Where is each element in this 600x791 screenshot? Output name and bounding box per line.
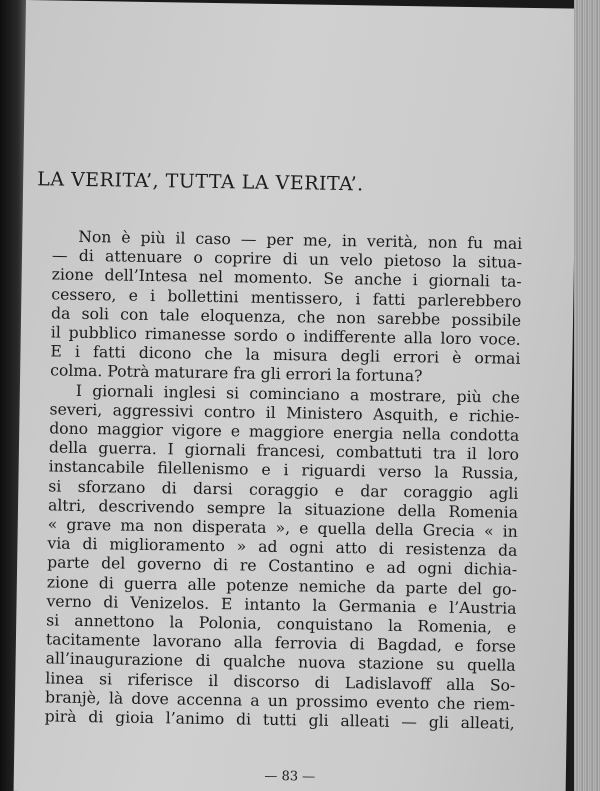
text-line: severi, aggressivi contro il Ministero Asquith, e richie- — [49, 400, 520, 426]
text-line: si annettono la Polonia, conquistano la Romenia, e — [46, 611, 517, 637]
text-line: si sforzano di darsi coraggio e dar coraggio agli — [48, 477, 519, 503]
chapter-title: LA VERITA’, TUTTA LA VERITA’. — [37, 168, 364, 196]
text-line: all’inaugurazione di qualche nuova stazione su quella — [45, 649, 516, 676]
text-line: linea si riferisce il discorso di Ladislavoff alla So- — [45, 669, 516, 695]
text-line: da soli con tale eloquenza, che non sarebbe possibile — [50, 304, 522, 330]
text-line: cessero, e i bollettini mentissero, i fatti parlerebbero — [51, 285, 522, 311]
text-line: zione dell’Intesa nel momento. Se anche i giornali ta- — [51, 265, 522, 292]
page-sheet — [14, 0, 578, 791]
page-edges — [574, 0, 600, 791]
text-line: via di miglioramento » ad ogni atto di resistenza da — [47, 534, 518, 561]
text-line: zione di guerra alle potenze nemiche da parte del go- — [46, 573, 517, 599]
text-line: tacitamente lavorano alla ferrovia di Bagdad, e forse — [45, 630, 517, 657]
body-text — [45, 227, 523, 734]
text-line: dono maggior vigore e maggiore energia nella condotta — [49, 419, 520, 445]
text-line: branjè, là dove accenna a un prossimo evento che riem- — [44, 688, 516, 714]
text-line: I giornali inglesi si cominciano a mostrare, più che — [75, 381, 520, 407]
page-number: — 83 — — [264, 768, 316, 785]
text-line: Non è più il caso — per me, in verità, non fu mai — [78, 227, 523, 253]
text-line: « grave ma non disperata », e quella della Grecia « in — [47, 515, 518, 541]
text-line: pirà di gioia l’animo di tutti gli alleati — gli alleati, — [44, 707, 515, 733]
text-line: altri, descrivendo sempre la situazione della Romenia — [47, 496, 519, 522]
text-line: instancabile filellenismo e i riguardi verso la Russia, — [48, 457, 519, 484]
text-line: della guerra. I giornali francesi, combattuti tra il loro — [48, 438, 520, 465]
text-line: verno di Venizelos. E intanto la Germania e l’Austria — [46, 592, 517, 618]
text-line: E i fatti dicono che la misura degli errori è ormai — [50, 342, 521, 369]
text-line: colma. Potrà maturare fra gli errori la fortuna? — [50, 361, 423, 386]
text-line: — di attenuare o coprire di un velo pietoso la situa- — [51, 246, 523, 273]
text-line: il pubblico rimanesse sordo o indifferente alla loro voce. — [50, 323, 521, 349]
text-line: parte del governo di re Costantino e ad ogni dichia- — [47, 553, 518, 580]
